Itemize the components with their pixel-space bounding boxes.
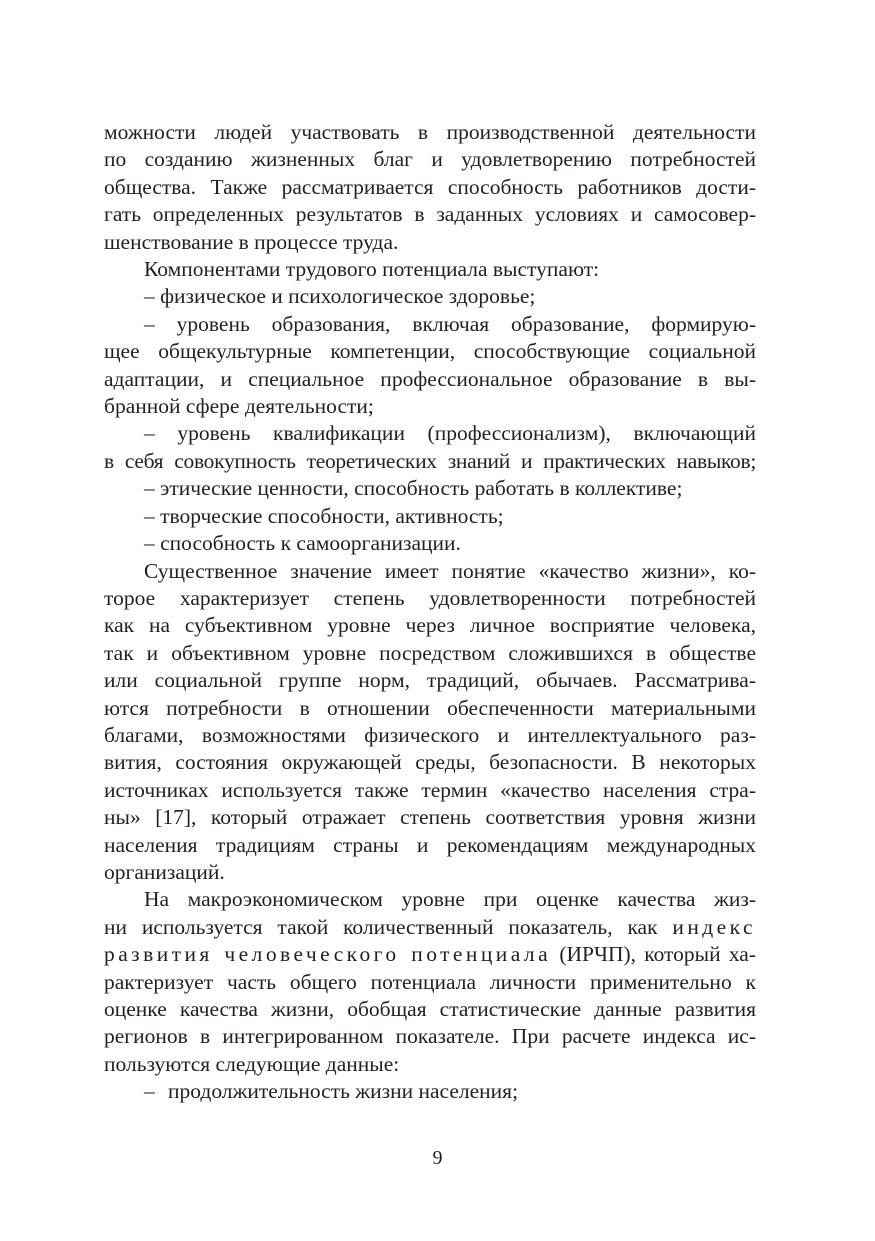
list-item: – уровень квалификации (профессионализм), включающий <box>144 421 756 446</box>
text-line: так и объективном уровне посредством сложившихся в обществе <box>104 640 756 665</box>
text-line: по созданию жизненных благ и удовлетворению потребностей <box>104 147 756 172</box>
text-line: вития, состояния окружающей среды, безопасности. В некоторых <box>104 750 756 775</box>
list-item: – уровень образования, включая образование, формирую- <box>144 311 756 336</box>
text-line: как на субъективном уровне через личное восприятие человека, <box>104 613 756 638</box>
text-line: или социальной группе норм, традиций, обычаев. Рассматрива- <box>104 668 756 693</box>
text-line: организаций. <box>104 859 225 884</box>
text-line <box>104 914 756 941</box>
text-line: можности людей участвовать в производственной деятельности <box>104 120 756 144</box>
body-text <box>104 119 756 1106</box>
list-item: – творческие способности, активность; <box>144 503 504 528</box>
text-segment: ни используется такой количественный показатель, как <box>104 914 658 939</box>
text-line: бранной сфере деятельности; <box>104 394 374 419</box>
text-line: в себя совокупность теоретических знаний и практических навыков; <box>104 448 756 473</box>
text-line: гать определенных результатов в заданных условиях и самосовер- <box>104 202 756 227</box>
list-item: – физическое и психологическое здоровье; <box>144 284 536 309</box>
text-line: ны» [17], который отражает степень соответствия уровня жизни <box>104 805 756 830</box>
list-item <box>104 1078 756 1105</box>
spaced-term: индекс <box>672 914 756 939</box>
text-line: пользуются следующие данные: <box>104 1051 400 1076</box>
text-line <box>104 941 756 968</box>
text-line: регионов в интегрированном показателе. При расчете индекса ис- <box>104 1024 756 1049</box>
text-line: благами, возможностями физического и интеллектуального раз- <box>104 722 756 747</box>
page-number: 9 <box>432 1147 443 1169</box>
text-line: рактеризует часть общего потенциала личности применительно к <box>104 969 756 994</box>
text-line: Компонентами трудового потенциала выступают: <box>144 257 600 282</box>
text-line: адаптации, и специальное профессиональное образование в вы- <box>104 366 756 391</box>
text-line: ются потребности в отношении обеспеченности материальными <box>104 695 756 720</box>
text-line: На макроэкономическом уровне при оценке качества жиз- <box>144 887 756 912</box>
text-line: торое характеризует степень удовлетворенности потребностей <box>104 585 756 610</box>
list-item: – способность к самоорганизации. <box>144 531 461 556</box>
text-line: общества. Также рассматривается способность работников дости- <box>104 174 756 199</box>
text-line: шенствование в процессе труда. <box>104 229 399 254</box>
text-segment: (ИРЧП), который ха- <box>559 942 757 967</box>
list-item-text: продолжительность жизни населения; <box>168 1079 519 1104</box>
text-line: щее общекультурные компетенции, способствующие социальной <box>104 339 756 364</box>
spaced-term: развития человеческого потенциала <box>104 942 552 967</box>
text-line: Существенное значение имеет понятие «качество жизни», ко- <box>144 558 756 583</box>
text-line: населения традициям страны и рекомендациям международных <box>104 832 756 857</box>
list-dash: – <box>144 1079 155 1104</box>
text-line: оценке качества жизни, обобщая статистические данные развития <box>104 997 756 1021</box>
list-item: – этические ценности, способность работать в коллективе; <box>144 476 683 501</box>
text-line: источниках используется также термин «качество населения стра- <box>104 777 756 802</box>
